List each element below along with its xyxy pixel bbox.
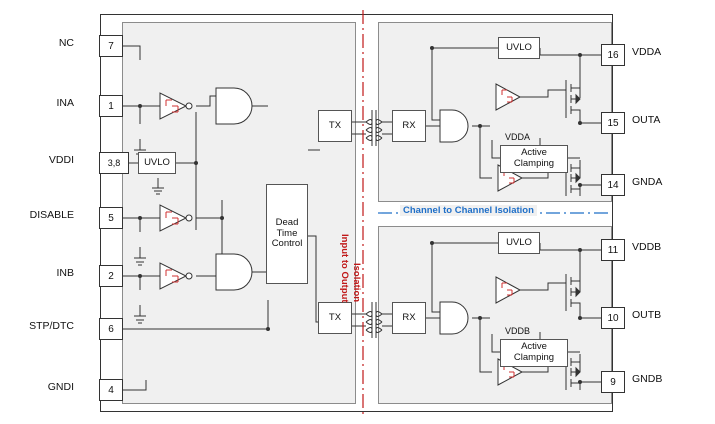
pin-label-gnda: GNDA: [632, 176, 663, 188]
active-clamping-a-line-2: Clamping: [513, 158, 555, 169]
input-output-isolation-label-2: [350, 228, 361, 338]
uvlo-channel-a-block: UVLO: [498, 37, 540, 59]
pin-box-10: 10: [601, 307, 625, 329]
vdda-rail-label: VDDA: [505, 132, 531, 142]
uvlo-channel-b-block: UVLO: [498, 232, 540, 254]
pin-label-outa: OUTA: [632, 114, 661, 126]
pin-box-11: 11: [601, 239, 625, 261]
pin-label-gndi: GNDI: [47, 381, 74, 393]
tx-bottom-block: TX: [318, 302, 352, 334]
input-output-isolation-label: [338, 198, 349, 338]
uvlo-input-block: UVLO: [138, 152, 176, 174]
pin-box-14: 14: [601, 174, 625, 196]
tx-top-block: TX: [318, 110, 352, 142]
active-clamping-b-line-1: Active: [521, 341, 547, 353]
active-clamping-a-line-1: Active: [521, 147, 547, 159]
pin-label-vddi: VDDI: [48, 154, 74, 166]
pin-box-15: 15: [601, 112, 625, 134]
pin-label-ina: INA: [56, 97, 74, 109]
pin-label-vddb: VDDB: [632, 241, 662, 253]
pin-box-5: 5: [99, 207, 123, 229]
pin-box-2: 2: [99, 265, 123, 287]
rx-bottom-block: RX: [392, 302, 426, 334]
pin-box-9: 9: [601, 371, 625, 393]
vddb-rail-label: VDDB: [505, 326, 531, 336]
input-output-isolation-label-line2: Isolation: [350, 263, 362, 303]
pin-box-16: 16: [601, 44, 625, 66]
dead-time-line-2: Time: [276, 227, 298, 239]
dead-time-line-1: Dead: [275, 217, 299, 229]
pin-label-vdda: VDDA: [632, 46, 662, 58]
pin-box-7: 7: [99, 35, 123, 57]
channel-channel-isolation-label: Channel to Channel Isolation: [400, 205, 537, 216]
rx-top-block: RX: [392, 110, 426, 142]
pin-label-outb: OUTB: [632, 309, 662, 321]
pin-label-gndb: GNDB: [632, 373, 663, 385]
pin-label-disable: DISABLE: [29, 209, 74, 221]
pin-label-inb: INB: [56, 267, 74, 279]
active-clamping-b-line-2: Clamping: [513, 352, 555, 363]
pin-box-1: 1: [99, 95, 123, 117]
pin-label-stp-dtc: STP/DTC: [29, 320, 74, 332]
pin-box-6: 6: [99, 318, 123, 340]
dead-time-line-3: Control: [271, 238, 303, 250]
input-output-isolation-label-line1: Input to Output: [338, 233, 350, 303]
pin-box-4: 4: [99, 379, 123, 401]
pin-box-3-8: 3,8: [99, 152, 129, 174]
pin-label-nc: NC: [58, 37, 74, 49]
